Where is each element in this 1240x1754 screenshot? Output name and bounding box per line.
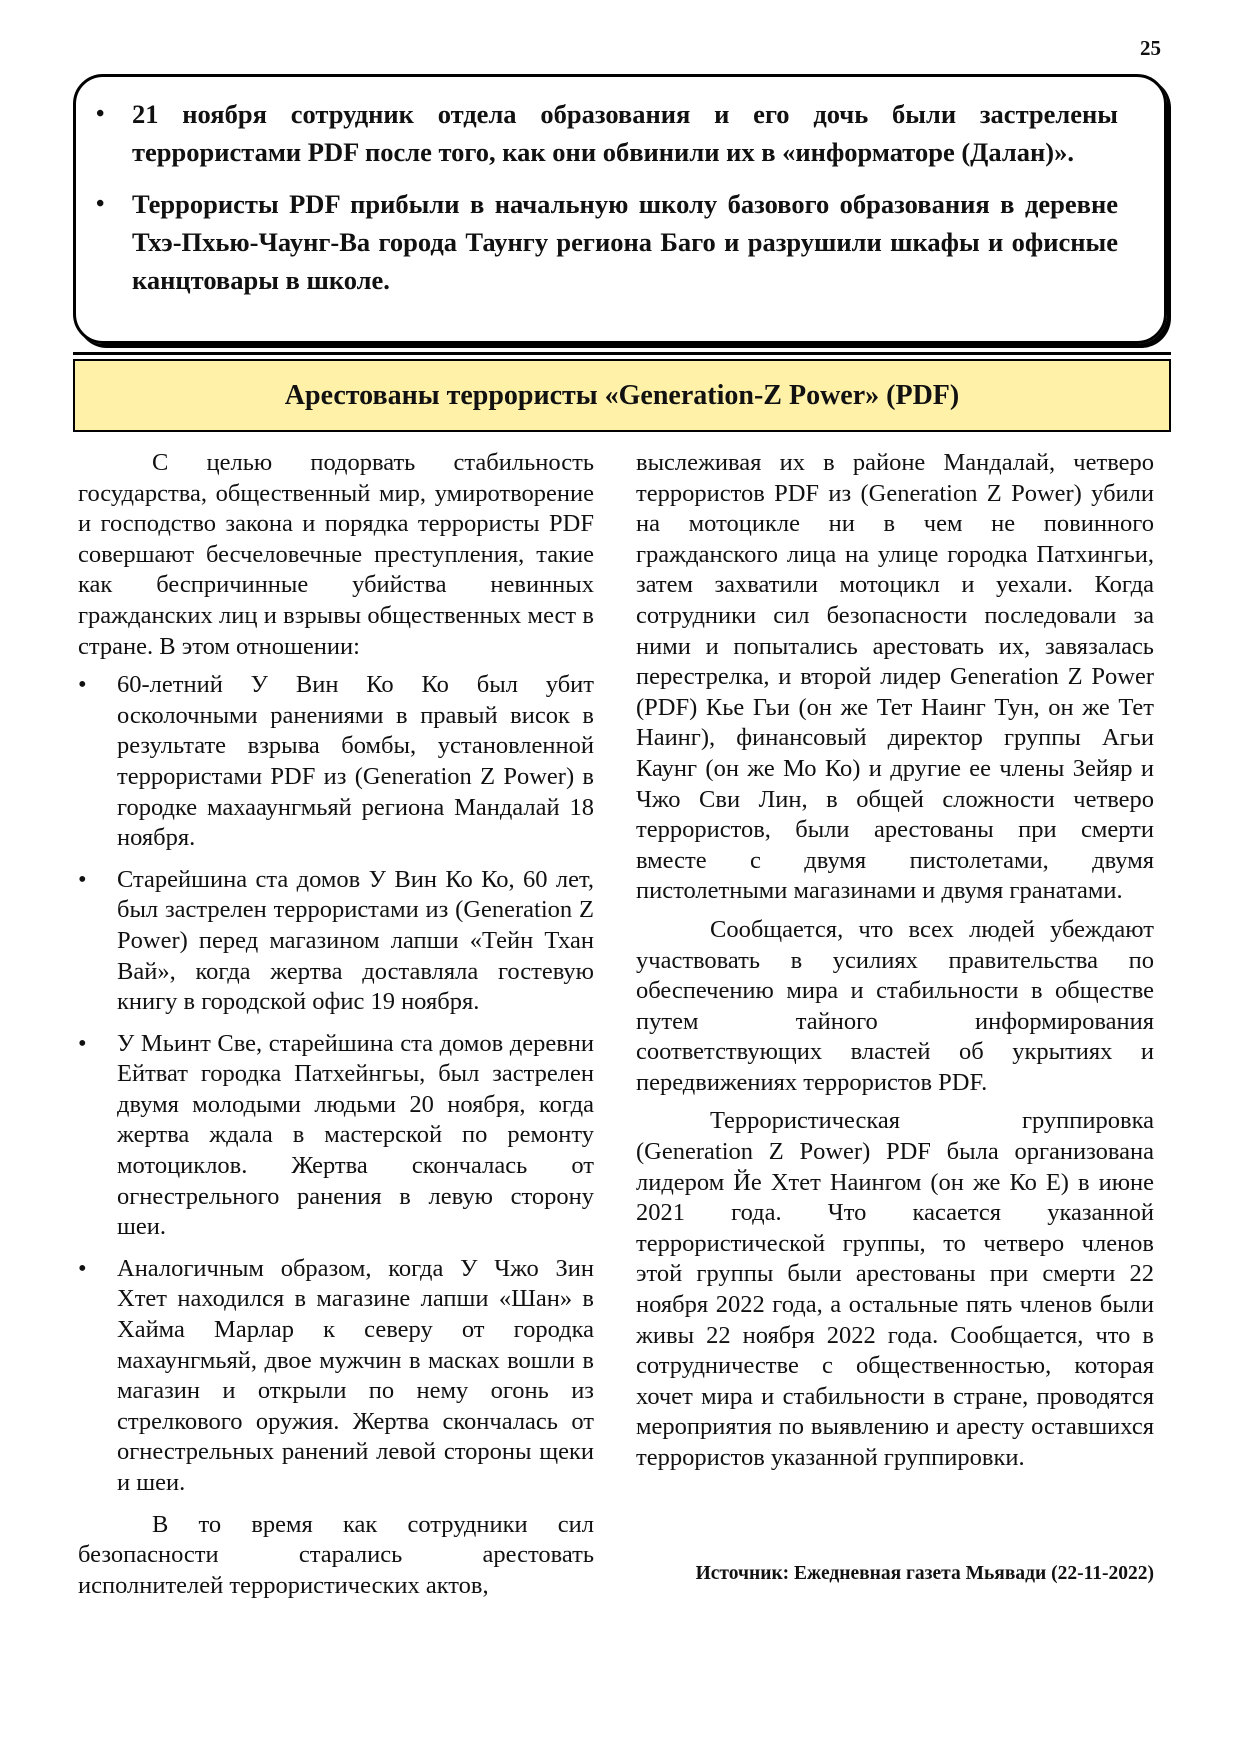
article-column-left <box>78 448 594 1601</box>
arrest-paragraph-continued: выслеживая их в районе Мандалай, четверо террористов PDF из (Generation Z Power) убили на мотоцикле ни в чем не повинного гражданского лица на улице городка Патхингьи, затем захватили мотоцикл и уехали. Когда сотрудники сил безопасности последовали за ними и попытались арестовать их, завязалась перестрелка, и второй лидер Generation Z Power (PDF) Кье Гьи (он же Тет Наинг Тун, он же Тет Наинг), финансовый директор группы Агьи Каунг (он же Мо Ко) и другие ее члены Зейяр и Чжо Сви Лин, в общей сложности четверо террористов, были арестованы при смерти вместе с двумя пистолетами, двумя пистолетными магазинами и двумя гранатами. <box>636 449 1154 905</box>
source-citation: Источник: Ежедневная газета Мьявади (22-11-2022) <box>695 1563 1154 1584</box>
incidents-list <box>78 670 594 1498</box>
highlight-item: • 21 ноября сотрудник отдела образования и его дочь были застрелены террористами PDF после того, как они обвинили их в «информаторе (Далан)». <box>132 95 1118 171</box>
group-paragraph: Террористическая группировка (Generation Z Power) PDF была организована лидером Йе Хтет Наингом (он же Ко Е) в июне 2021 года. Что касается указанной террористической группы, то четверо членов этой группы были арестованы при смерти 22 ноября 2022 года, а остальные пять членов были живы 22 ноября 2022 года. Сообщается, что в сотрудничестве с общественностью, которая хочет мира и стабильности в стране, проводятся мероприятия по выявлению и аресту оставшихся террористов указанной группировки. <box>636 1107 1154 1471</box>
incident-item: • Старейшина ста домов У Вин Ко Ко, 60 лет, был застрелен террористами из (Generation Z Power) перед магазином лапши «Тейн Тхан Вай», когда жертва доставляла гостевую книгу в городской офис 19 ноября. <box>78 865 594 1018</box>
incident-item: • У Мьинт Све, старейшина ста домов деревни Ейтват городка Патхейнгьы, был застрелен двумя молодыми людьми 20 ноября, когда жертва ждала в мастерской по ремонту мотоциклов. Жертва скончалась от огнестрельного ранения в левую сторону шеи. <box>78 1029 594 1243</box>
divider-rule <box>73 352 1171 355</box>
intro-paragraph: С целью подорвать стабильность государства, общественный мир, умиротворение и господство закона и порядка террористы PDF совершают бесчеловечные преступления, такие как беспричинные убийства невинных гражданских лиц и взрывы общественных мест в стране. В этом отношении: <box>78 449 594 660</box>
page-number: 25 <box>1140 36 1161 60</box>
article-title: Арестованы террористы «Generation-Z Power» (PDF) <box>73 359 1171 432</box>
incident-item: • Аналогичным образом, когда У Чжо Зин Хтет находился в магазине лапши «Шан» в Хайма Марлар к северу от городка махаунгмьяй, двое мужчин в масках вошли в магазин и открыли по нему огонь из стрелкового оружия. Жертва скончалась от огнестрельных ранений левой стороны щеки и шеи. <box>78 1254 594 1499</box>
article-column-right <box>636 448 1154 1474</box>
highlight-item: • Террористы PDF прибыли в начальную школу базового образования в деревне Тхэ-Пхью-Чаунг-Ва города Таунгу региона Баго и разрушили шкафы и офисные канцтовары в школе. <box>132 185 1118 299</box>
incident-item: • 60-летний У Вин Ко Ко был убит осколочными ранениями в правый висок в результате взрыва бомбы, установленной террористами PDF из (Generation Z Power) в городке махааунгмьяй региона Мандалай 18 ноября. <box>78 670 594 854</box>
appeal-paragraph: Сообщается, что всех людей убеждают участвовать в усилиях правительства по обеспечению мира и стабильности в обществе путем тайного информирования соответствующих властей об укрытиях и передвижениях террористов PDF. <box>636 915 1154 1096</box>
highlights-list <box>132 95 1118 299</box>
highlights-box <box>73 74 1167 344</box>
arrest-paragraph-start: В то время как сотрудники сил безопасности старались арестовать исполнителей террористических актов, <box>78 1510 594 1599</box>
